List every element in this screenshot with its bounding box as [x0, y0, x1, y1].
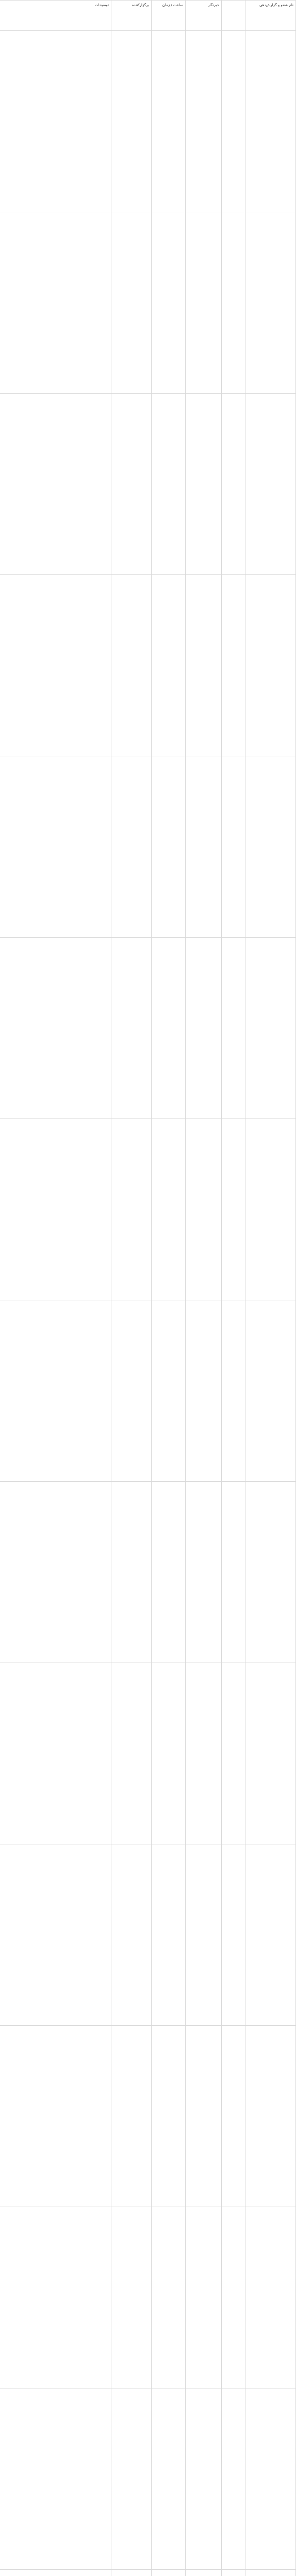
table-cell: [186, 575, 222, 756]
table-cell: [152, 1119, 186, 1300]
table-cell: [152, 756, 186, 938]
table-cell: [0, 1663, 111, 1844]
table-row: [0, 2570, 296, 2576]
table-cell: [245, 1844, 296, 2026]
table-cell: [111, 575, 152, 756]
table-cell: [222, 575, 245, 756]
table-cell: [0, 1119, 111, 1300]
table-row: [0, 1119, 296, 1300]
table-cell: [222, 394, 245, 575]
table-cell: [0, 575, 111, 756]
table-cell: [111, 1663, 152, 1844]
table-cell: [222, 212, 245, 394]
table-cell: [111, 31, 152, 212]
table-cell: [152, 31, 186, 212]
table-cell: [245, 1300, 296, 1482]
table-cell: [222, 1663, 245, 1844]
table-cell: [186, 938, 222, 1119]
table-cell: [186, 1300, 222, 1482]
table-cell: [111, 2570, 152, 2576]
table-row: [0, 394, 296, 575]
table-cell: [111, 1119, 152, 1300]
table-row: [0, 1663, 296, 1844]
header-cell: توضیحات: [0, 1, 111, 31]
table-cell: [186, 212, 222, 394]
table-cell: [186, 394, 222, 575]
table-cell: [0, 394, 111, 575]
table-row: [0, 938, 296, 1119]
table-cell: [111, 2026, 152, 2207]
table-cell: [222, 2570, 245, 2576]
table-cell: [152, 575, 186, 756]
table-cell: [111, 394, 152, 575]
table-cell: [186, 1663, 222, 1844]
table-row: [0, 2207, 296, 2388]
table-cell: [222, 2388, 245, 2570]
table-cell: [0, 1300, 111, 1482]
table-cell: [0, 31, 111, 212]
table-cell: [245, 938, 296, 1119]
table-cell: [186, 1844, 222, 2026]
header-row: [0, 1, 296, 31]
table-cell: [222, 938, 245, 1119]
table-cell: [245, 1119, 296, 1300]
header-cell: ساعت / زمان: [152, 1, 186, 31]
table-cell: [186, 1119, 222, 1300]
table-cell: [152, 2207, 186, 2388]
table-cell: [0, 2207, 111, 2388]
table-cell: [0, 1844, 111, 2026]
table-cell: [0, 2388, 111, 2570]
table-cell: [245, 1482, 296, 1663]
table-cell: [222, 1300, 245, 1482]
table-cell: [245, 2026, 296, 2207]
table-cell: [222, 2207, 245, 2388]
header-cell: خبرنگار: [186, 1, 222, 31]
table-row: [0, 575, 296, 756]
table-cell: [245, 212, 296, 394]
table-row: [0, 2388, 296, 2570]
table-cell: [186, 756, 222, 938]
header-cell: نام عضو و گزارش‌دهی: [245, 1, 296, 31]
table-cell: [111, 1844, 152, 2026]
table-cell: [222, 1844, 245, 2026]
table-row: [0, 1300, 296, 1482]
table-cell: [111, 1300, 152, 1482]
table-row: [0, 1844, 296, 2026]
table-cell: [222, 31, 245, 212]
table-cell: [152, 1844, 186, 2026]
table-cell: [222, 2026, 245, 2207]
table-cell: [222, 1119, 245, 1300]
table-cell: [0, 1482, 111, 1663]
table-cell: [186, 31, 222, 212]
table-cell: [0, 212, 111, 394]
table-cell: [152, 938, 186, 1119]
table-cell: [0, 756, 111, 938]
table-cell: [152, 2026, 186, 2207]
table-cell: [0, 2026, 111, 2207]
table-header: [0, 1, 296, 31]
table-cell: [0, 938, 111, 1119]
table-cell: [222, 756, 245, 938]
table-cell: [245, 2207, 296, 2388]
table-row: [0, 31, 296, 212]
table-row: [0, 2026, 296, 2207]
table-cell: [186, 2388, 222, 2570]
table-cell: [186, 2026, 222, 2207]
table-cell: [186, 2207, 222, 2388]
table-cell: [152, 1482, 186, 1663]
table-cell: [245, 1663, 296, 1844]
table-cell: [152, 2388, 186, 2570]
table-cell: [152, 1663, 186, 1844]
table-row: [0, 756, 296, 938]
table-cell: [245, 2388, 296, 2570]
table-cell: [111, 212, 152, 394]
table-cell: [245, 2570, 296, 2576]
table-cell: [245, 394, 296, 575]
table-row: [0, 1482, 296, 1663]
header-cell: [222, 1, 245, 31]
table-cell: [111, 938, 152, 1119]
table-cell: [111, 1482, 152, 1663]
header-cell: برگزارکننده: [111, 1, 152, 31]
table-cell: [111, 756, 152, 938]
table-cell: [152, 212, 186, 394]
table-cell: [245, 31, 296, 212]
table-cell: [186, 2570, 222, 2576]
table-row: [0, 212, 296, 394]
table-cell: [111, 2388, 152, 2570]
table-cell: [111, 2207, 152, 2388]
table-cell: [245, 756, 296, 938]
table-cell: [152, 394, 186, 575]
table-cell: [152, 2570, 186, 2576]
table-cell: [245, 575, 296, 756]
table-cell: [0, 2570, 111, 2576]
table-cell: [152, 1300, 186, 1482]
table-cell: [186, 1482, 222, 1663]
table-body: [0, 31, 296, 2576]
table-cell: [222, 1482, 245, 1663]
